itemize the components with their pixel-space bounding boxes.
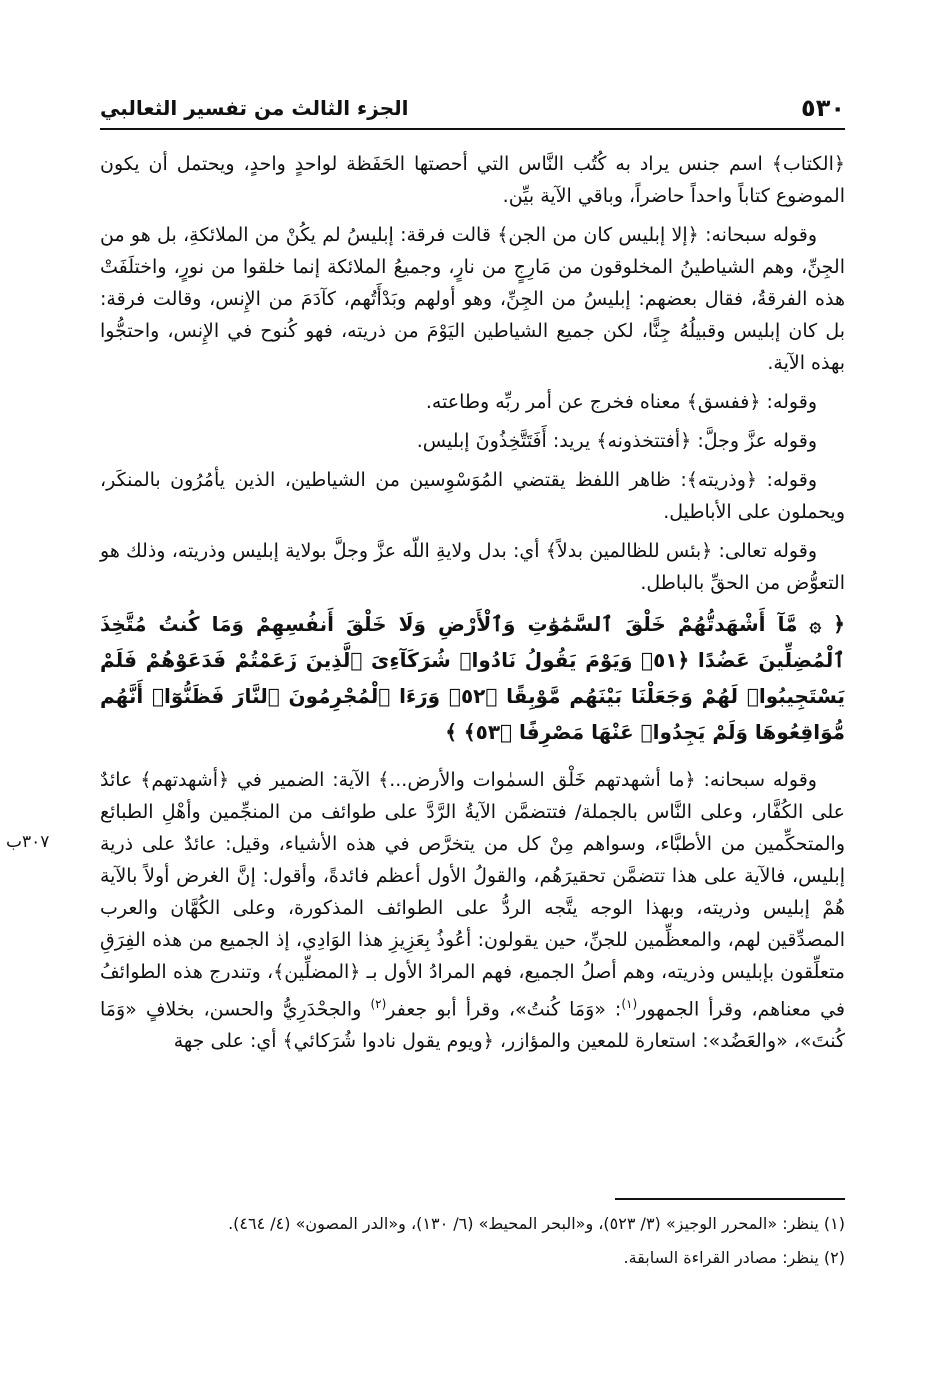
paragraph: وقوله سبحانه: ﴿إلا إبليس كان من الجن﴾ قالت فرقة: إبليسُ لم يكُنْ من الملائكةِ، بل هو من الجِنِّ، وهم الشياطينُ المخلوقون من مَارِجٍ من نارٍ، وجميعُ الملائكة إنما خلقوا من نورٍ، واختلَفَتْ هذه الفرقةُ، فقال بعضهم: إبليسُ من الجِنِّ، وهو أولهم وبَدْأَتُهم، كآدَمَ من الإِنس، وقالت فرقة: بل كان إبليس وقبيلُهُ جِنًّا، لكن جميع الشياطين اليَوْمَ من ذريته، فهو كُنوح في الإِنس، واحتجُّوا بهذه الآية. (100, 224, 845, 374)
paragraph: ﴿الكتاب﴾ اسم جنس يراد به كُتُب النَّاس التي أحصتها الحَفَظة لواحدٍ واحدٍ، ويحتمل أن يكون الموضوع كتاباً واحداً حاضراً، وباقي الآية بيِّن. (100, 153, 845, 207)
footnote: (٢) ينظر: مصادر القراءة السابقة. (623, 1248, 845, 1267)
paragraph-text: والجحْدَرِيُّ والحسن، بخلافٍ «وَمَا كُنتَ»، «والعَضُد»: استعارة للمعين والمؤازر، ﴿ويوم يقول نادوا شُرَكائي﴾ أي: على جهة (100, 998, 845, 1053)
paragraph: وقوله: ﴿ففسق﴾ معناه فخرج عن أمر ربِّه وطاعته. (425, 391, 817, 413)
paragraph-text: وقوله سبحانه: ﴿ما أشهدتهم خَلْق السمٰوات والأرض...﴾ الآية: الضمير في ﴿أشهدتهم﴾ عائدٌ على الكُفَّار، وعلى النَّاس بالجملة/ فتتضمَّن الآيةُ الرَّدَّ على طوائف من المنجِّمين وأهْلِ الطبائع والمتحكِّمين من الأطبَّاء، وسواهم مِنْ كل من يتخرَّص في هذه الأشياء، وقيل: عائدٌ على ذرية إبليس، فالآية على هذا تتضمَّن تحقيرَهُم، والقولُ الأول أعظم فائدةً، وأقول: إنَّ الغرض أولاً بالآية هُمْ إبليس وذريته، وبهذا الوجه يتَّجه الردُّ على الطوائف المذكورة، وعلى الكُهَّان والعرب المصدِّقين لهم، والمعظِّمين للجنِّ، حين يقولون: أعُوذُ بِعَزِيزِ هذا الوَادِي، إذ الجميع من هذه الفِرَقِ متعلِّقون بإبليس وذريته، وهم أصلُ الجميع، فهم المرادُ الأول بـ ﴿المضلِّين﴾، وتندرج هذه الطوائفُ في معناهم، وقرأ الجمهور (100, 769, 845, 1021)
page-number: ٥٣٠ (801, 94, 845, 122)
margin-folio-note: ٣٠٧ب (6, 832, 50, 852)
paragraph (100, 764, 845, 1057)
footnote-divider (615, 1198, 845, 1200)
paragraph: وقوله تعالى: ﴿بئس للظالمين بدلاً﴾ أي: بدل ولايةِ اللّه عزَّ وجلَّ بولاية إبليس وذريته، وذلك هو التعوُّض من الحقِّ بالباطل. (100, 540, 845, 594)
paragraph-text: : «وَمَا كُنتُ»، وقرأ أبو جعفر (386, 998, 622, 1021)
paragraph: وقوله: ﴿وذريته﴾: ظاهر اللفظ يقتضي المُوَسْوِسين من الشياطين، الذين يأمُرُون بالمنكَر، ويحملون على الأباطيل. (100, 469, 845, 523)
running-title: الجزء الثالث من تفسير الثعالبي (100, 96, 409, 120)
footnote-ref: (٢) (370, 997, 387, 1011)
footnote: (١) ينظر: «المحرر الوجيز» (٣/ ٥٢٣)، و«البحر المحيط» (٦/ ١٣٠)، و«الدر المصون» (٤/ ٤٦٤). (228, 1214, 845, 1233)
footnotes (100, 1210, 845, 1278)
page-header (100, 88, 845, 130)
main-text (100, 148, 845, 1064)
quran-verses: ﴿ ۞ مَّآ أَشْهَدتُّهُمْ خَلْقَ ٱلسَّمَٰوَٰتِ وَٱلْأَرْضِ وَلَا خَلْقَ أَنفُسِهِمْ وَمَا كُنتُ مُتَّخِذَ ٱلْمُضِلِّينَ عَضُدًا ﴿٥١﴾ وَيَوْمَ يَقُولُ نَادُوا۟ شُرَكَآءِىَ ٱلَّذِينَ زَعَمْتُمْ فَدَعَوْهُمْ فَلَمْ يَسْتَجِيبُوا۟ لَهُمْ وَجَعَلْنَا بَيْنَهُم مَّوْبِقًا ﴿٥٢﴾ وَرَءَا ٱلْمُجْرِمُونَ ٱلنَّارَ فَظَنُّوٓا۟ أَنَّهُم مُّوَاقِعُوهَا وَلَمْ يَجِدُوا۟ عَنْهَا مَصْرِفًا ﴿٥٣﴾ ﴾ (100, 612, 845, 744)
footnote-ref: (١) (621, 997, 638, 1011)
paragraph: وقوله عزَّ وجلَّ: ﴿أفتتخذونه﴾ يريد: أَفَتَتَّخِذُونَ إبليس. (416, 430, 817, 452)
